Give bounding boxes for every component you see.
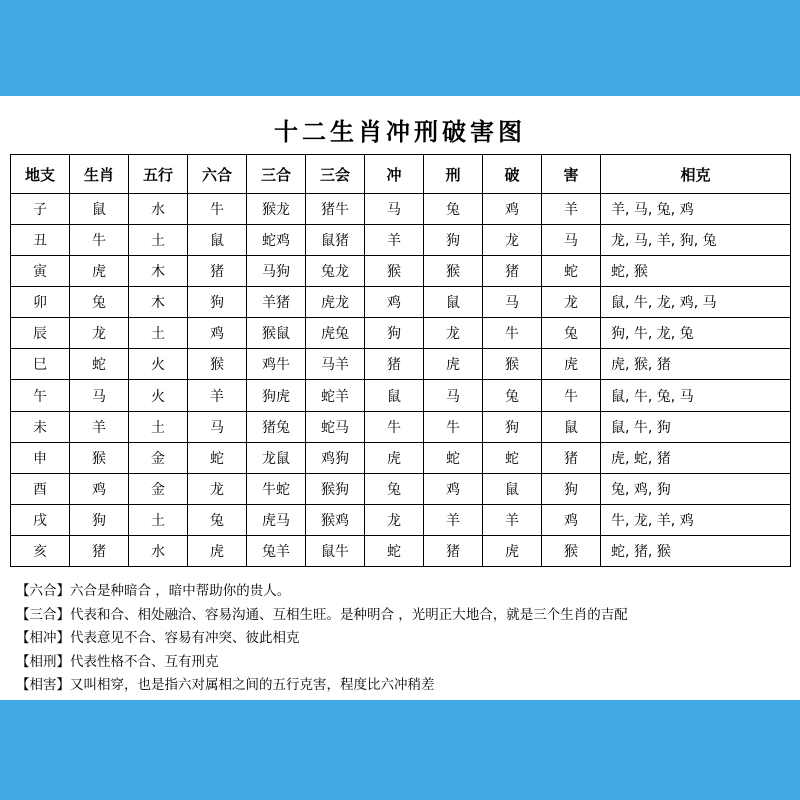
table-cell: 土 bbox=[129, 411, 188, 442]
table-cell: 兔 bbox=[188, 504, 247, 535]
table-cell: 马 bbox=[424, 380, 483, 411]
table-cell: 狗 bbox=[424, 225, 483, 256]
table-cell: 羊, 马, 兔, 鸡 bbox=[601, 194, 791, 225]
table-cell: 兔羊 bbox=[247, 535, 306, 566]
table-cell: 羊 bbox=[188, 380, 247, 411]
header-cell: 害 bbox=[542, 155, 601, 194]
table-cell: 猴鼠 bbox=[247, 318, 306, 349]
table-row bbox=[11, 380, 791, 411]
table-cell: 鸡牛 bbox=[247, 349, 306, 380]
table-row bbox=[11, 411, 791, 442]
table-cell: 蛇 bbox=[542, 256, 601, 287]
table-cell: 蛇 bbox=[424, 442, 483, 473]
table-cell: 鼠 bbox=[70, 194, 129, 225]
table-cell: 狗 bbox=[70, 504, 129, 535]
table-cell: 虎 bbox=[188, 535, 247, 566]
table-cell: 马 bbox=[483, 287, 542, 318]
table-cell: 子 bbox=[11, 194, 70, 225]
table-cell: 龙鼠 bbox=[247, 442, 306, 473]
table-cell: 龙 bbox=[424, 318, 483, 349]
table-cell: 鼠, 牛, 兔, 马 bbox=[601, 380, 791, 411]
table-cell: 火 bbox=[129, 349, 188, 380]
table-cell: 木 bbox=[129, 287, 188, 318]
table-cell: 龙 bbox=[70, 318, 129, 349]
header-cell: 相克 bbox=[601, 155, 791, 194]
table-row bbox=[11, 349, 791, 380]
table-cell: 鸡 bbox=[365, 287, 424, 318]
table-cell: 狗 bbox=[483, 411, 542, 442]
table-cell: 水 bbox=[129, 194, 188, 225]
table-cell: 虎兔 bbox=[306, 318, 365, 349]
table-cell: 龙 bbox=[188, 473, 247, 504]
header-cell: 五行 bbox=[129, 155, 188, 194]
table-cell: 鸡 bbox=[424, 473, 483, 504]
table-cell: 虎 bbox=[483, 535, 542, 566]
table-cell: 辰 bbox=[11, 318, 70, 349]
table-row bbox=[11, 256, 791, 287]
table-cell: 蛇 bbox=[483, 442, 542, 473]
table-cell: 牛蛇 bbox=[247, 473, 306, 504]
table-cell: 鼠, 牛, 狗 bbox=[601, 411, 791, 442]
table-cell: 鼠 bbox=[424, 287, 483, 318]
table-cell: 狗 bbox=[188, 287, 247, 318]
table-cell: 鼠 bbox=[483, 473, 542, 504]
table-cell: 牛 bbox=[424, 411, 483, 442]
table-cell: 猪 bbox=[70, 535, 129, 566]
table-cell: 羊 bbox=[424, 504, 483, 535]
table-cell: 蛇马 bbox=[306, 411, 365, 442]
table-cell: 戌 bbox=[11, 504, 70, 535]
table-cell: 牛 bbox=[365, 411, 424, 442]
table-cell: 兔, 鸡, 狗 bbox=[601, 473, 791, 504]
table-header-row bbox=[11, 155, 791, 194]
table-cell: 午 bbox=[11, 380, 70, 411]
table-cell: 木 bbox=[129, 256, 188, 287]
table-cell: 虎, 猴, 猪 bbox=[601, 349, 791, 380]
bottom-blue-band bbox=[0, 700, 800, 800]
table-cell: 蛇鸡 bbox=[247, 225, 306, 256]
table-cell: 土 bbox=[129, 225, 188, 256]
table-cell: 鼠 bbox=[365, 380, 424, 411]
table-cell: 蛇 bbox=[70, 349, 129, 380]
table-cell: 蛇 bbox=[188, 442, 247, 473]
table-cell: 鼠猪 bbox=[306, 225, 365, 256]
table-body bbox=[11, 194, 791, 567]
table-cell: 猴 bbox=[483, 349, 542, 380]
table-cell: 鸡 bbox=[70, 473, 129, 504]
header-cell: 三合 bbox=[247, 155, 306, 194]
table-cell: 虎 bbox=[365, 442, 424, 473]
table-cell: 兔 bbox=[542, 318, 601, 349]
table-cell: 鼠牛 bbox=[306, 535, 365, 566]
note-liuhe: 【六合】六合是种暗合 ，暗中帮助你的贵人。 bbox=[16, 583, 291, 599]
table-cell: 猴 bbox=[70, 442, 129, 473]
table-cell: 土 bbox=[129, 318, 188, 349]
table-cell: 兔 bbox=[365, 473, 424, 504]
header-cell: 刑 bbox=[424, 155, 483, 194]
table-cell: 金 bbox=[129, 473, 188, 504]
table-cell: 兔 bbox=[483, 380, 542, 411]
header-cell: 生肖 bbox=[70, 155, 129, 194]
table-cell: 猴 bbox=[188, 349, 247, 380]
table-cell: 酉 bbox=[11, 473, 70, 504]
table-cell: 马 bbox=[188, 411, 247, 442]
table-cell: 未 bbox=[11, 411, 70, 442]
table-cell: 马 bbox=[542, 225, 601, 256]
table-cell: 龙 bbox=[365, 504, 424, 535]
table-cell: 狗 bbox=[365, 318, 424, 349]
table-cell: 巳 bbox=[11, 349, 70, 380]
table-row bbox=[11, 473, 791, 504]
table-cell: 土 bbox=[129, 504, 188, 535]
table-cell: 虎, 蛇, 猪 bbox=[601, 442, 791, 473]
table-cell: 鸡狗 bbox=[306, 442, 365, 473]
table-cell: 蛇羊 bbox=[306, 380, 365, 411]
page-title: 十二生肖冲刑破害图 bbox=[274, 118, 526, 146]
table-cell: 狗虎 bbox=[247, 380, 306, 411]
table-row bbox=[11, 318, 791, 349]
zodiac-relations-table bbox=[10, 154, 791, 567]
header-cell: 六合 bbox=[188, 155, 247, 194]
table-cell: 龙 bbox=[542, 287, 601, 318]
table-row bbox=[11, 535, 791, 566]
table-cell: 猪 bbox=[424, 535, 483, 566]
table-cell: 寅 bbox=[11, 256, 70, 287]
table-cell: 猴 bbox=[365, 256, 424, 287]
table-cell: 马狗 bbox=[247, 256, 306, 287]
table-cell: 虎 bbox=[424, 349, 483, 380]
table-cell: 申 bbox=[11, 442, 70, 473]
table-cell: 龙, 马, 羊, 狗, 兔 bbox=[601, 225, 791, 256]
table-cell: 虎龙 bbox=[306, 287, 365, 318]
table-cell: 羊猪 bbox=[247, 287, 306, 318]
table-cell: 牛 bbox=[70, 225, 129, 256]
table-cell: 鼠 bbox=[542, 411, 601, 442]
table-cell: 鸡 bbox=[542, 504, 601, 535]
table-cell: 猴龙 bbox=[247, 194, 306, 225]
table-cell: 羊 bbox=[483, 504, 542, 535]
table-cell: 火 bbox=[129, 380, 188, 411]
table-cell: 牛, 龙, 羊, 鸡 bbox=[601, 504, 791, 535]
notes-section bbox=[16, 580, 786, 698]
table-row bbox=[11, 442, 791, 473]
table-cell: 蛇, 猪, 猴 bbox=[601, 535, 791, 566]
table-cell: 猪 bbox=[542, 442, 601, 473]
table-cell: 猪 bbox=[365, 349, 424, 380]
note-sanhe: 【三合】代表和合、相处融洽、容易沟通、互相生旺。是种明合 ，光明正大地合，就是三个生肖的吉配 bbox=[16, 606, 628, 623]
table-cell: 马羊 bbox=[306, 349, 365, 380]
table-cell: 金 bbox=[129, 442, 188, 473]
table-cell: 猴狗 bbox=[306, 473, 365, 504]
table-cell: 猪兔 bbox=[247, 411, 306, 442]
table-cell: 亥 bbox=[11, 535, 70, 566]
table-cell: 蛇 bbox=[365, 535, 424, 566]
table-cell: 蛇, 猴 bbox=[601, 256, 791, 287]
table-cell: 虎 bbox=[542, 349, 601, 380]
table-cell: 马 bbox=[365, 194, 424, 225]
top-blue-band bbox=[0, 0, 800, 96]
table-cell: 羊 bbox=[542, 194, 601, 225]
table-cell: 猪 bbox=[483, 256, 542, 287]
table-cell: 牛 bbox=[188, 194, 247, 225]
note-xianghai: 【相害】又叫相穿，也是指六对属相之间的五行克害，程度比六冲稍差 bbox=[16, 677, 435, 693]
table-cell: 牛 bbox=[542, 380, 601, 411]
table-cell: 兔 bbox=[424, 194, 483, 225]
table-cell: 狗 bbox=[542, 473, 601, 504]
note-xiangchong: 【相冲】代表意见不合、容易有冲突、彼此相克 bbox=[16, 630, 300, 646]
header-cell: 冲 bbox=[365, 155, 424, 194]
table-row bbox=[11, 287, 791, 318]
table-cell: 羊 bbox=[365, 225, 424, 256]
table-cell: 兔 bbox=[70, 287, 129, 318]
table-row bbox=[11, 504, 791, 535]
header-cell: 地支 bbox=[11, 155, 70, 194]
table-cell: 虎马 bbox=[247, 504, 306, 535]
table-cell: 猪牛 bbox=[306, 194, 365, 225]
table-cell: 卯 bbox=[11, 287, 70, 318]
table-cell: 水 bbox=[129, 535, 188, 566]
table-cell: 虎 bbox=[70, 256, 129, 287]
table-cell: 兔龙 bbox=[306, 256, 365, 287]
header-cell: 三会 bbox=[306, 155, 365, 194]
table-cell: 猴鸡 bbox=[306, 504, 365, 535]
table-cell: 丑 bbox=[11, 225, 70, 256]
header-cell: 破 bbox=[483, 155, 542, 194]
note-xiangxing: 【相刑】代表性格不合、互有刑克 bbox=[16, 653, 219, 670]
table-cell: 马 bbox=[70, 380, 129, 411]
table-cell: 鸡 bbox=[483, 194, 542, 225]
table-cell: 羊 bbox=[70, 411, 129, 442]
table-cell: 猴 bbox=[424, 256, 483, 287]
table-cell: 鼠 bbox=[188, 225, 247, 256]
table-cell: 猪 bbox=[188, 256, 247, 287]
table-cell: 鸡 bbox=[188, 318, 247, 349]
table-cell: 鼠, 牛, 龙, 鸡, 马 bbox=[601, 287, 791, 318]
table-cell: 龙 bbox=[483, 225, 542, 256]
table-cell: 牛 bbox=[483, 318, 542, 349]
table-row bbox=[11, 194, 791, 225]
table-cell: 猴 bbox=[542, 535, 601, 566]
table-cell: 狗, 牛, 龙, 兔 bbox=[601, 318, 791, 349]
table-row bbox=[11, 225, 791, 256]
